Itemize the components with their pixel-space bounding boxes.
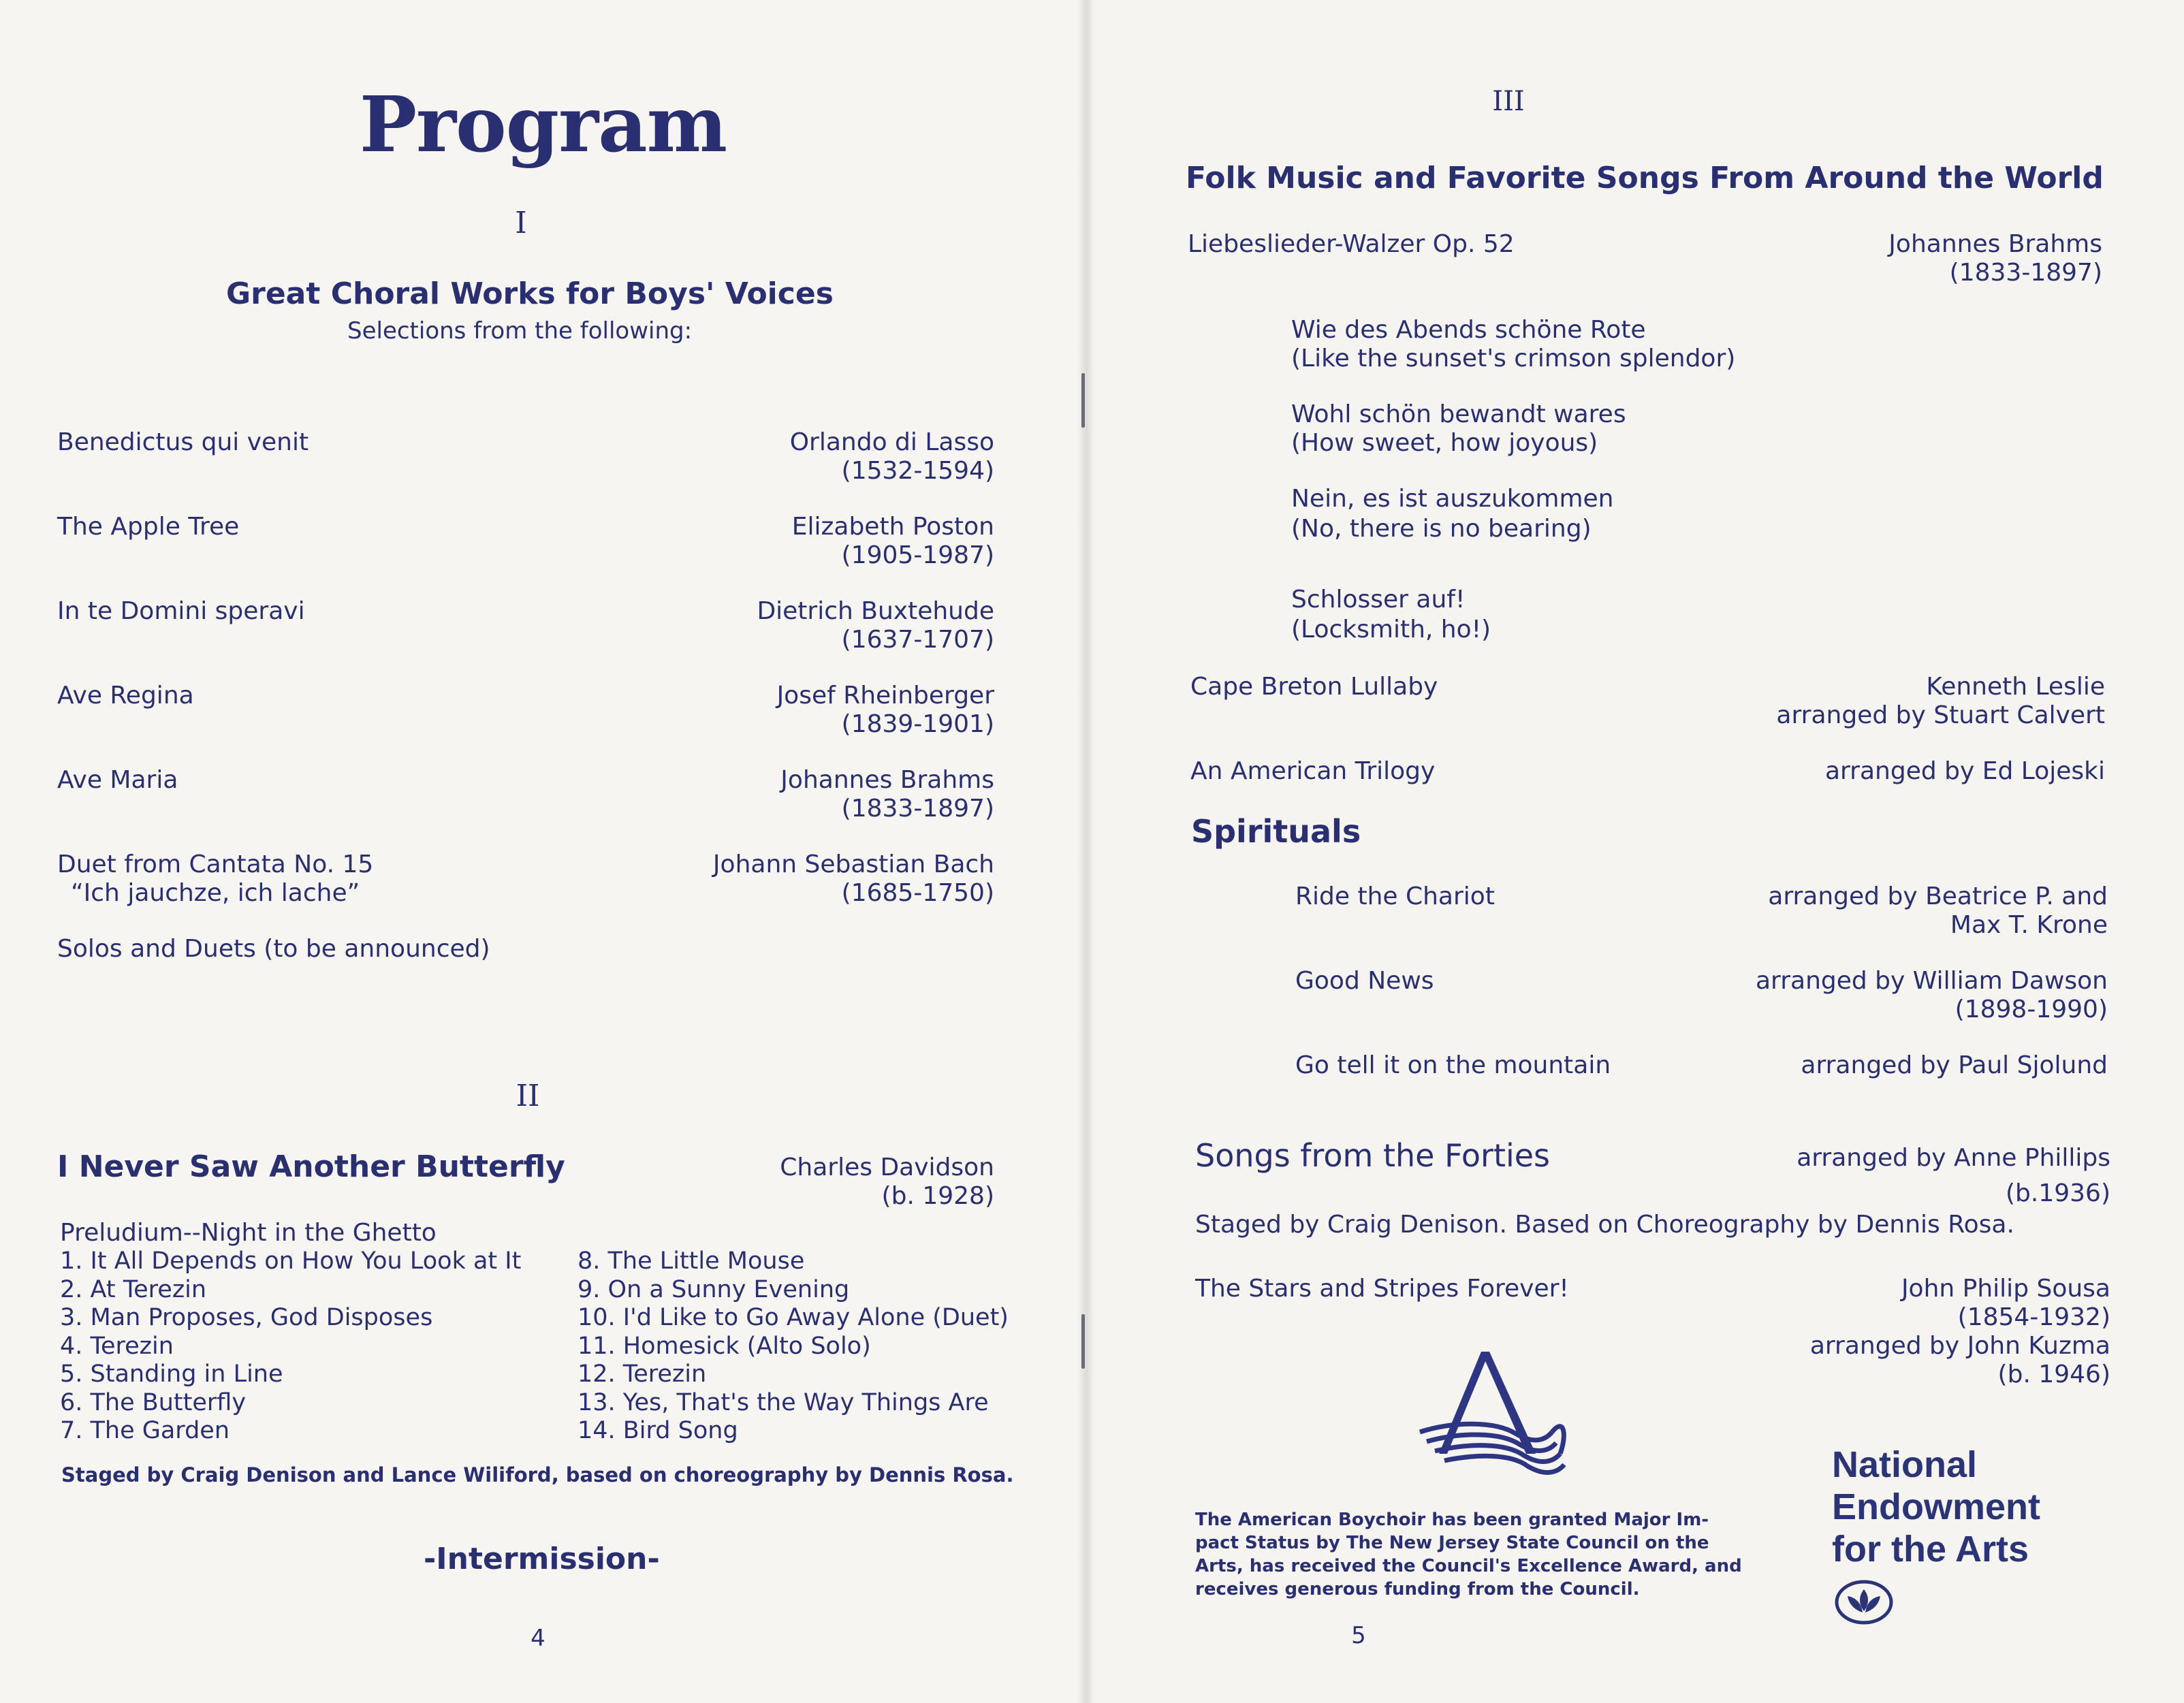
song-german: Wohl schön bewandt wares bbox=[1291, 400, 1626, 428]
song-english: (How sweet, how joyous) bbox=[1291, 429, 1598, 457]
council-note-line: pact Status by The New Jersey State Council on the bbox=[1195, 1533, 1709, 1553]
composer-name: Elizabeth Poston bbox=[791, 513, 994, 541]
arranger-name: arranged by Paul Sjolund bbox=[1801, 1051, 2108, 1079]
nea-emblem-icon bbox=[1834, 1578, 1894, 1626]
list-item: 8. The Little Mouse bbox=[577, 1247, 805, 1275]
arranger-name: arranged by Ed Lojeski bbox=[1824, 757, 2105, 785]
list-item: 12. Terezin bbox=[577, 1360, 707, 1388]
arranger-name: arranged by Beatrice P. and bbox=[1768, 882, 2108, 910]
composer-name: Johannes Brahms bbox=[1888, 230, 2102, 258]
arranger-name: arranged by Stuart Calvert bbox=[1776, 701, 2105, 729]
boychoir-logo-icon bbox=[1406, 1352, 1577, 1488]
list-item: 9. On a Sunny Evening bbox=[577, 1275, 850, 1303]
arranger-dates: (b. 1946) bbox=[1997, 1360, 2110, 1388]
solos-note: Solos and Duets (to be announced) bbox=[57, 935, 490, 963]
section-3-heading: Folk Music and Favorite Songs From Around the World bbox=[1186, 161, 2104, 195]
composer-dates: (1685-1750) bbox=[841, 879, 994, 907]
left-page bbox=[0, 0, 1086, 1703]
list-item: 14. Bird Song bbox=[577, 1417, 738, 1444]
work-title: The Apple Tree bbox=[57, 513, 240, 541]
work-title: Benedictus qui venit bbox=[57, 428, 309, 456]
spirituals-heading: Spirituals bbox=[1191, 813, 1361, 850]
composer-name: Josef Rheinberger bbox=[776, 682, 994, 710]
composer-name: Dietrich Buxtehude bbox=[757, 597, 994, 625]
composer-name: John Philip Sousa bbox=[1901, 1275, 2110, 1303]
section-2-numeral: II bbox=[516, 1079, 540, 1113]
section-1-subheading: Selections from the following: bbox=[347, 317, 693, 345]
intermission: -Intermission- bbox=[424, 1542, 660, 1576]
arranger-dates: (b.1936) bbox=[2005, 1179, 2110, 1207]
council-note-line: The American Boychoir has been granted Major Im- bbox=[1195, 1510, 1709, 1530]
composer-dates: (1839-1901) bbox=[841, 710, 994, 738]
composer-dates: (1833-1897) bbox=[841, 795, 994, 823]
work-title: Ave Maria bbox=[57, 766, 178, 794]
work-title: Ave Regina bbox=[57, 682, 194, 710]
list-item: 5. Standing in Line bbox=[60, 1360, 283, 1388]
butterfly-list-right bbox=[577, 1247, 1009, 1446]
staple-top bbox=[1081, 373, 1085, 428]
spiritual-title: Ride the Chariot bbox=[1295, 882, 1495, 910]
book-fold bbox=[1077, 0, 1095, 1703]
list-item: 4. Terezin bbox=[60, 1332, 174, 1360]
list-item: 3. Man Proposes, God Disposes bbox=[60, 1304, 433, 1331]
stars-title: The Stars and Stripes Forever! bbox=[1195, 1275, 1569, 1303]
song-german: Nein, es ist auszukommen bbox=[1291, 485, 1614, 513]
butterfly-list-left bbox=[60, 1247, 521, 1446]
staged-credit: Staged by Craig Denison and Lance Wiliford, based on choreography by Dennis Rosa. bbox=[61, 1463, 1014, 1486]
section-1-heading: Great Choral Works for Boys' Voices bbox=[226, 276, 834, 311]
nea-logo-text bbox=[1832, 1444, 2040, 1570]
page-number-right: 5 bbox=[1351, 1622, 1366, 1649]
list-item: 6. The Butterfly bbox=[60, 1388, 247, 1416]
composer-name: Johann Sebastian Bach bbox=[712, 850, 994, 878]
song-german: Wie des Abends schöne Rote bbox=[1291, 316, 1646, 344]
spiritual-title: Good News bbox=[1295, 967, 1434, 995]
song-english: (No, there is no bearing) bbox=[1291, 515, 1592, 543]
song-english: (Like the sunset's crimson splendor) bbox=[1291, 345, 1736, 372]
composer-dates: (1905-1987) bbox=[841, 541, 994, 569]
council-note-line: Arts, has received the Council's Excellence Award, and bbox=[1195, 1556, 1742, 1576]
composer-name: Kenneth Leslie bbox=[1926, 673, 2105, 701]
list-item: 13. Yes, That's the Way Things Are bbox=[577, 1388, 989, 1416]
work-title: In te Domini speravi bbox=[57, 597, 305, 625]
section-2-heading: I Never Saw Another Butterfly bbox=[57, 1149, 565, 1184]
spiritual-title: Go tell it on the mountain bbox=[1295, 1051, 1611, 1079]
composer-name: Johannes Brahms bbox=[780, 766, 994, 794]
council-note-line: receives generous funding from the Council. bbox=[1195, 1579, 1640, 1599]
program-title: Program bbox=[359, 80, 727, 170]
duet-title: Duet from Cantata No. 15 bbox=[57, 850, 374, 878]
nea-line: for the Arts bbox=[1832, 1529, 2029, 1570]
right-page bbox=[1086, 0, 2184, 1703]
arranger-name: arranged by Anne Phillips bbox=[1797, 1144, 2110, 1172]
composer-dates: (1637-1707) bbox=[841, 626, 994, 654]
composer-dates: (1854-1932) bbox=[1957, 1303, 2110, 1331]
section-1-numeral: I bbox=[515, 206, 527, 240]
composer-dates: (1532-1594) bbox=[841, 457, 994, 485]
nea-line: National bbox=[1832, 1444, 1978, 1485]
walzer-title: Liebeslieder-Walzer Op. 52 bbox=[1188, 230, 1515, 258]
list-item: 11. Homesick (Alto Solo) bbox=[577, 1332, 871, 1360]
composer-name: Charles Davidson bbox=[780, 1153, 994, 1181]
arranger-name: arranged by William Dawson bbox=[1755, 967, 2108, 995]
staple-bottom bbox=[1081, 1314, 1085, 1369]
composer-name: Orlando di Lasso bbox=[789, 428, 994, 456]
list-item: 7. The Garden bbox=[60, 1417, 230, 1444]
duet-subtitle: “Ich jauchze, ich lache” bbox=[71, 879, 360, 907]
section-3-numeral: III bbox=[1492, 86, 1525, 117]
page-number-left: 4 bbox=[531, 1625, 545, 1652]
arranger-name: arranged by John Kuzma bbox=[1809, 1332, 2110, 1360]
preludium: Preludium--Night in the Ghetto bbox=[60, 1219, 437, 1247]
forties-heading: Songs from the Forties bbox=[1195, 1137, 1551, 1174]
list-item: 2. At Terezin bbox=[60, 1275, 207, 1303]
list-item: 10. I'd Like to Go Away Alone (Duet) bbox=[577, 1304, 1009, 1331]
arranger-name: Max T. Krone bbox=[1950, 911, 2108, 939]
composer-dates: (b. 1928) bbox=[881, 1182, 994, 1210]
arranger-dates: (1898-1990) bbox=[1954, 996, 2108, 1023]
list-item: 1. It All Depends on How You Look at It bbox=[60, 1247, 522, 1275]
forties-staged: Staged by Craig Denison. Based on Choreography by Dennis Rosa. bbox=[1195, 1211, 2014, 1239]
council-note bbox=[1195, 1508, 1742, 1601]
composer-dates: (1833-1897) bbox=[1949, 259, 2102, 287]
nea-line: Endowment bbox=[1832, 1486, 2040, 1527]
lullaby-title: Cape Breton Lullaby bbox=[1190, 673, 1438, 701]
trilogy-title: An American Trilogy bbox=[1190, 757, 1436, 785]
song-german: Schlosser auf! bbox=[1291, 586, 1466, 614]
song-english: (Locksmith, ho!) bbox=[1291, 616, 1491, 643]
